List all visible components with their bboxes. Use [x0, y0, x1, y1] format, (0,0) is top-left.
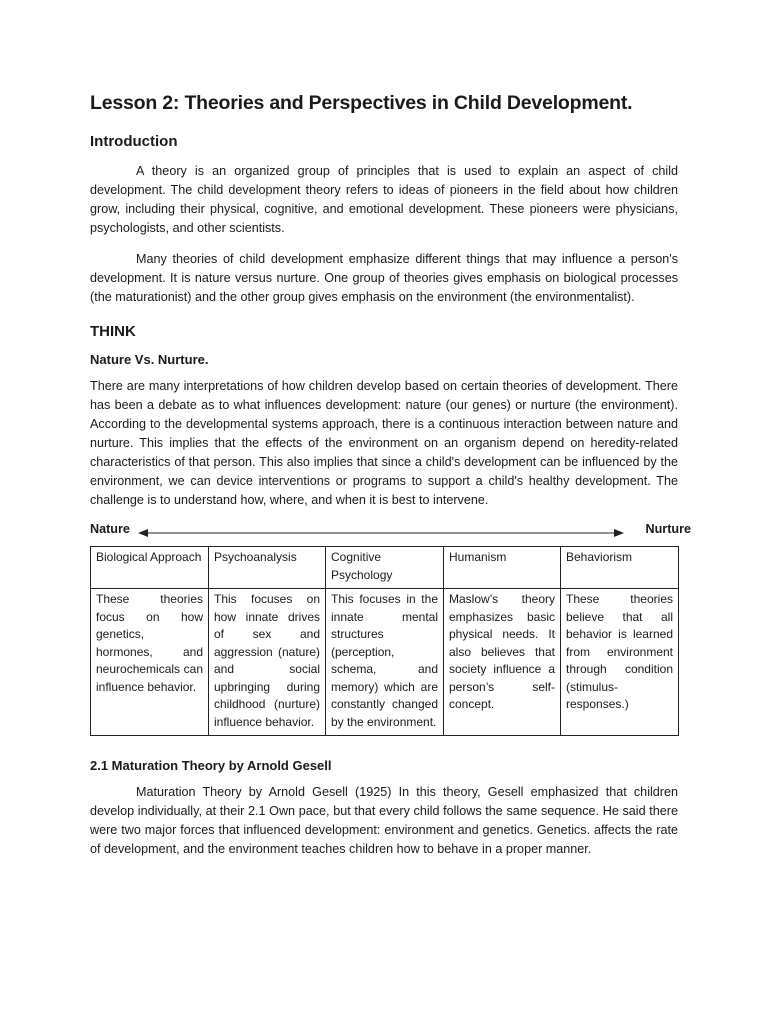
intro-paragraph-1: A theory is an organized group of principles that is used to explain an aspect of child development. The child development theory refers to ideas of pioneers in the field about how children grow, including their physical, cognitive, and emotional development. These pioneers were physicians, psychologists, and other scientists.: [90, 164, 678, 235]
maturation-theory-paragraph: Maturation Theory by Arnold Gesell (1925) In this theory, Gesell emphasized that children develop individually, at their 2.1 Own pace, but that every child follows the same sequence. He said there were two major forces that influenced development: environment and genetics. Genetics. affects the rate of development, and the environment teaches children how to behave in a proper manner.: [90, 785, 678, 856]
table-header-cell: Humanism: [444, 547, 561, 589]
table-header-cell: Cognitive Psychology: [326, 547, 444, 589]
table-header-cell: Psychoanalysis: [209, 547, 326, 589]
nature-nurture-scale: [90, 522, 691, 542]
table-cell: These theories believe that all behavior is learned from environment through condition (stimulus-responses.): [561, 589, 679, 736]
table-cell: This focuses on how innate drives of sex and aggression (nature) and social upbringing during childhood (nurture) influence behavior.: [209, 589, 326, 736]
intro-paragraph-2: Many theories of child development emphasize different things that may influence a person's development. It is nature versus nurture. One group of theories gives emphasis on biological processes (the maturationist) and the other group gives emphasis on the environment (the environmentalist).: [90, 252, 678, 304]
table-cell: These theories focus on how genetics, hormones, and neurochemicals can influence behavior.: [91, 589, 209, 736]
nature-vs-nurture-heading: Nature Vs. Nurture.: [90, 352, 209, 367]
table-header-cell: Biological Approach: [91, 547, 209, 589]
table-header-cell: Behaviorism: [561, 547, 679, 589]
table-header-row: [91, 547, 679, 589]
scale-label-nature: Nature: [90, 522, 130, 536]
introduction-heading: Introduction: [90, 133, 178, 150]
page-title: Lesson 2: Theories and Perspectives in Child Development.: [90, 92, 633, 114]
think-paragraph: There are many interpretations of how children develop based on certain theories of development. There has been a debate as to what influences development: nature (our genes) or nurture (the environment). According to the developmental systems approach, there is a continuous interaction between nature and nurture. This implies that the effects of the environment on an organism depend on heredity-related characteristics of that person. This also implies that since a child's development can be influenced by the environment, we can device interventions or programs to support a child's healthy development. The challenge is to understand how, where, and when it is best to intervene.: [90, 379, 678, 507]
table-cell: This focuses in the innate mental structures (perception, schema, and memory) which are constantly changed by the environment.: [326, 589, 444, 736]
table-row: [91, 589, 679, 736]
scale-label-nurture: Nurture: [645, 522, 691, 536]
theories-table: [90, 546, 679, 736]
think-heading: THINK: [90, 323, 136, 340]
maturation-theory-heading: 2.1 Maturation Theory by Arnold Gesell: [90, 758, 332, 773]
table-cell: Maslow’s theory emphasizes basic physical needs. It also believes that society influence a person’s self-concept.: [444, 589, 561, 736]
double-arrow-icon: [138, 528, 624, 538]
